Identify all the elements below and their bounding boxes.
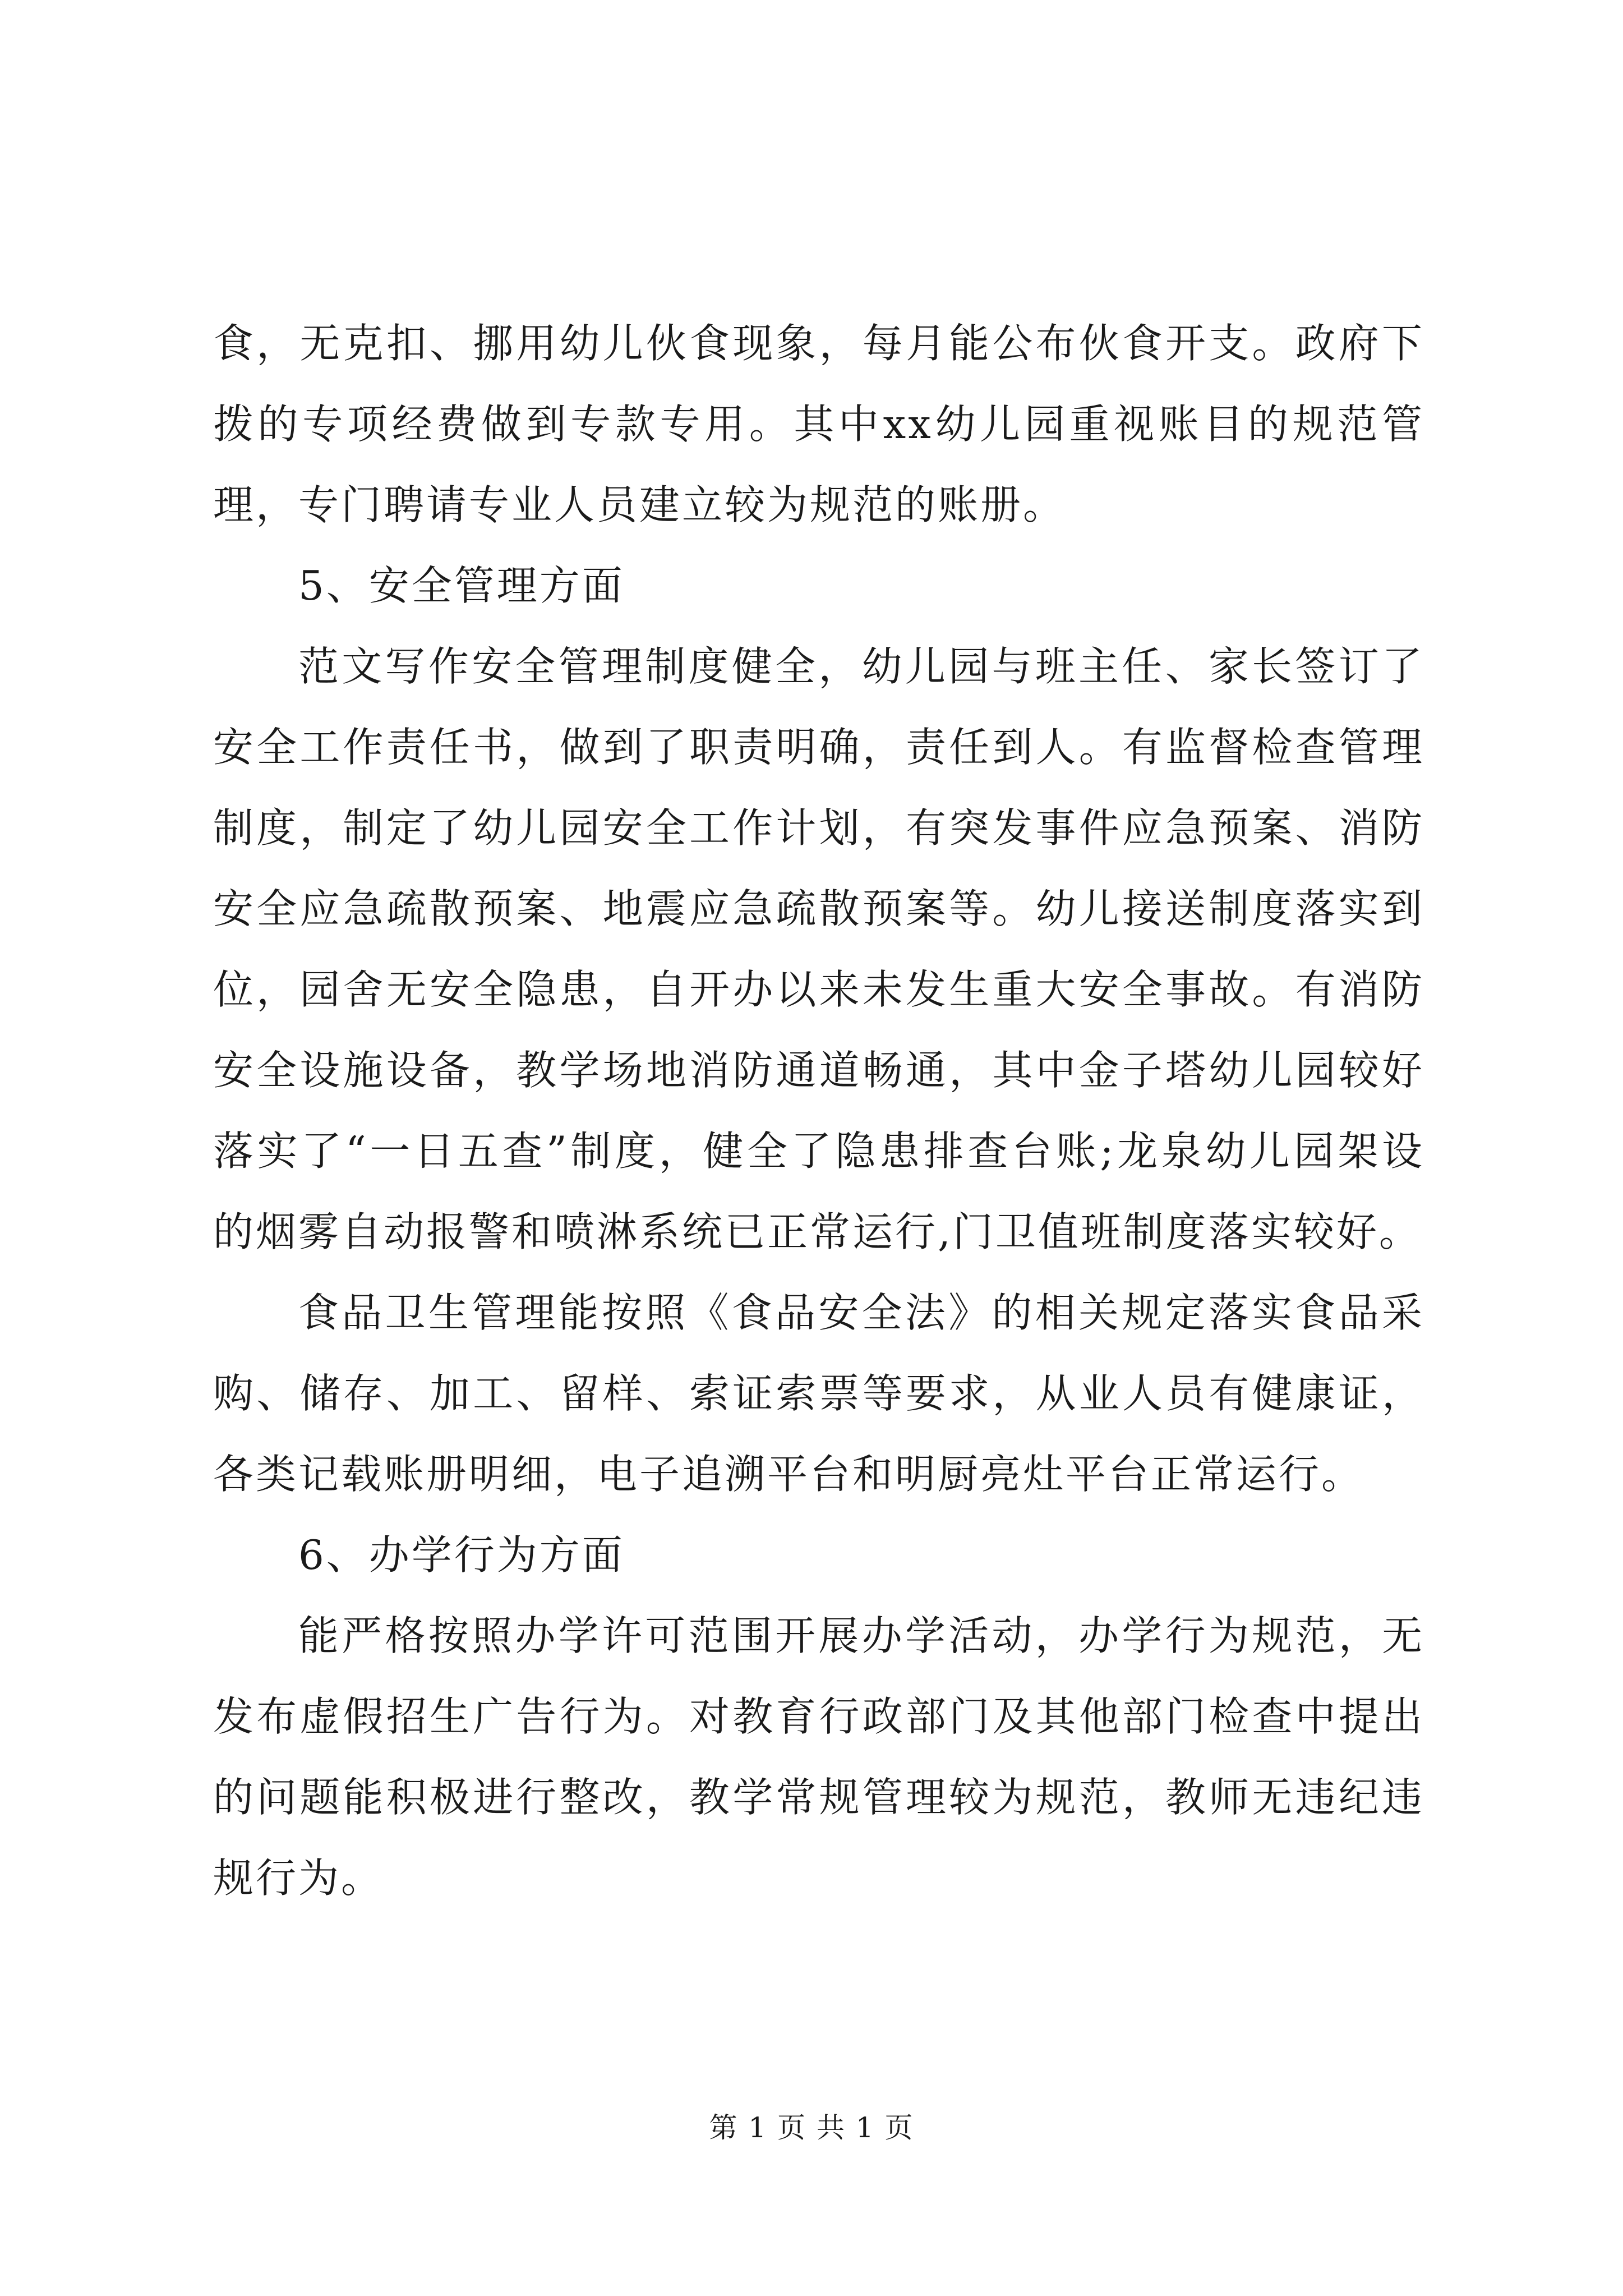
paragraph-safety-management: 范文写作安全管理制度健全，幼儿园与班主任、家长签订了安全工作责任书，做到了职责明确，责任到人。有监督检查管理制度，制定了幼儿园安全工作计划，有突发事件应急预案、消防安全应急疏散预案、地震应急疏散预案等。幼儿接送制度落实到位，园舍无安全隐患，自开办以来未发生重大安全事故。有消防安全设施设备，教学场地消防通道畅通，其中金子塔幼儿园较好落实了“一日五查”制度，健全了隐患排查台账;龙泉幼儿园架设的烟雾自动报警和喷淋系统已正常运行,门卫值班制度落实较好。 xyxy=(213,643,1424,1255)
document-body xyxy=(213,303,1424,1918)
heading-school-conduct: 6、办学行为方面 xyxy=(298,1531,625,1579)
heading-safety-management: 5、安全管理方面 xyxy=(298,562,625,609)
paragraph-funding: 食，无克扣、挪用幼儿伙食现象，每月能公布伙食开支。政府下拨的专项经费做到专款专用。其中xx幼儿园重视账目的规范管理，专门聘请专业人员建立较为规范的账册。 xyxy=(213,320,1424,528)
paragraph-school-conduct: 能严格按照办学许可范围开展办学活动，办学行为规范，无发布虚假招生广告行为。对教育行政部门及其他部门检查中提出的问题能积极进行整改，教学常规管理较为规范，教师无违纪违规行为。 xyxy=(213,1612,1424,1902)
paragraph-food-hygiene: 食品卫生管理能按照《食品安全法》的相关规定落实食品采购、储存、加工、留样、索证索票等要求，从业人员有健康证，各类记载账册明细，电子追溯平台和明厨亮灶平台正常运行。 xyxy=(213,1289,1424,1498)
page-number-footer: 第 1 页 共 1 页 xyxy=(709,2111,914,2144)
